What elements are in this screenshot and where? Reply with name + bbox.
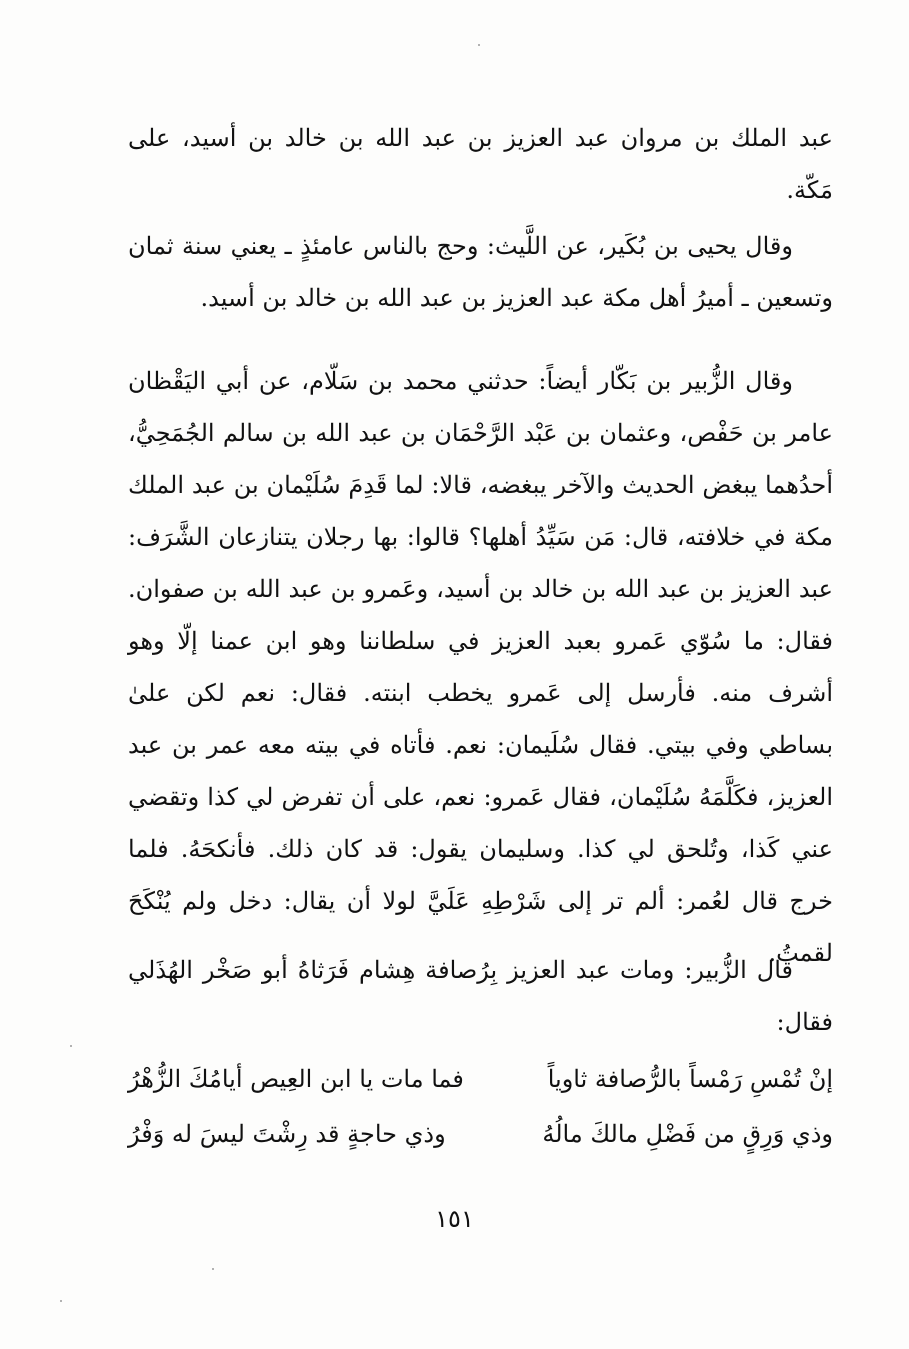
paragraph-1 — [128, 112, 833, 216]
page-number: ١٥١ — [435, 1205, 474, 1233]
paragraph-2 — [128, 220, 833, 324]
paragraph-text: قال الزُّبير: ومات عبد العزيز بِرُصافة هِشام فَرَثاهُ أبو صَخْر الهُذَلي فقال: — [128, 956, 833, 1036]
scan-speck — [478, 44, 480, 46]
verse-first-hemistich: وذي وَرِقٍ من فَضْلِ مالكَ مالُهُ — [542, 1120, 833, 1148]
paragraph-text: وقال الزُّبير بن بَكّار أيضاً: حدثني محمد بن سَلّام، عن أبي اليَقْظان عامر بن حَفْص، وعثمان بن عَبْد الرَّحْمَان بن عبد الله بن سالم الجُمَحِيُّ، أحدُهما يبغض الحديث والآخر يبغضه، قالا: لما قَدِمَ سُلَيْمان بن عبد الملك مكة في خلافته، قال: مَن سَيِّدُ أهلها؟ قالوا: بها رجلان يتنازعان الشَّرَف: عبد العزيز بن عبد الله بن خالد بن أسيد، وعَمرو بن عبد الله بن صفوان. فقال: ما سُوّي عَمرو بعبد العزيز في سلطاننا وهو ابن عمنا إلّا وهو أشرف منه. فأرسل إلى عَمرو يخطب ابنته. فقال: نعم لكن علىٰ بساطي وفي بيتي. فقال سُلَيمان: نعم. فأتاه في بيته معه عمر بن عبد العزيز، فكَلَّمَهُ سُلَيْمان، فقال عَمرو: نعم، على أن تفرض لي كذا وتقضي عني كَذا، وتُلحق لي كذا. وسليمان يقول: قد كان ذلك. فأنكحَهُ. فلما خرج قال لعُمر: ألم تر إلى شَرْطِهِ عَلَيَّ لولا أن يقال: دخل ولم يُنْكَحَ لقمتُ. — [128, 367, 833, 967]
poem-verse-1 — [128, 1065, 833, 1117]
paragraph-text: عبد الملك بن مروان عبد العزيز بن عبد الله بن خالد بن أسيد، على مَكّة. — [128, 124, 833, 204]
verse-second-hemistich: وذي حاجةٍ قد رِشْتَ ليسَ له وَفْرُ — [128, 1120, 446, 1148]
scan-speck — [60, 1300, 62, 1302]
scan-speck — [70, 1045, 72, 1047]
poem-verse-2 — [128, 1120, 833, 1172]
scan-speck — [212, 1268, 214, 1270]
verse-second-hemistich: فما مات يا ابن العِيص أيامُكَ الزُّهْرُ — [128, 1065, 464, 1093]
paragraph-3 — [128, 355, 833, 979]
paragraph-4 — [128, 944, 833, 1048]
verse-first-hemistich: إنْ تُمْسِ رَمْساً بالرُّصافة ثاوياً — [547, 1065, 833, 1093]
paragraph-text: وقال يحيى بن بُكَير، عن اللَّيث: وحج بالناس عامئذٍ ـ يعني سنة ثمان وتسعين ـ أميرُ أهل مكة عبد العزيز بن عبد الله بن خالد بن أسيد. — [128, 232, 833, 312]
